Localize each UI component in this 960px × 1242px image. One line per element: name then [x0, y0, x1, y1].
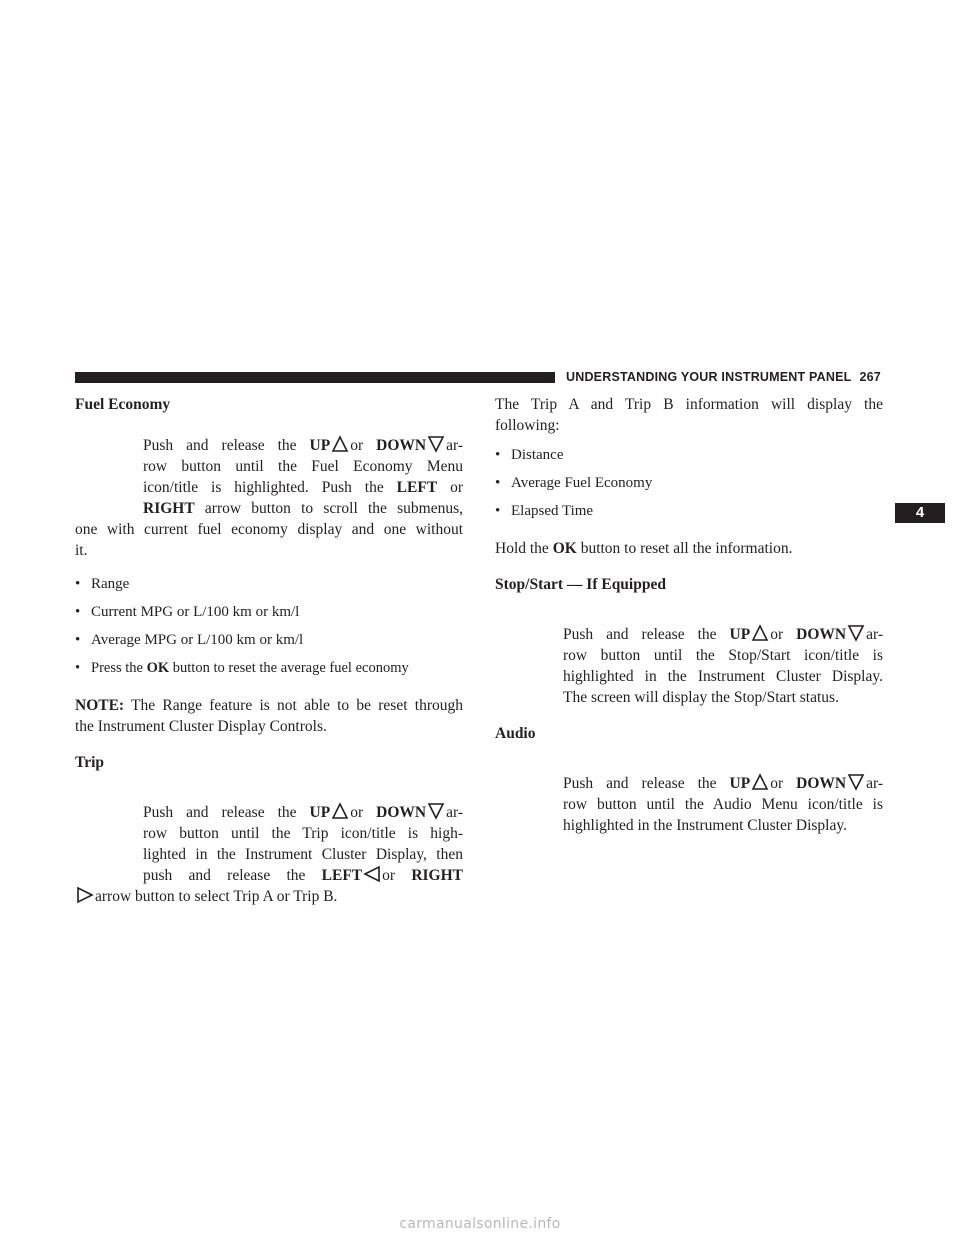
list-item: • Range [75, 576, 130, 592]
running-header [566, 370, 881, 384]
down-arrow-icon [427, 435, 445, 453]
list-item: • Elapsed Time [495, 503, 594, 519]
list-item: • Distance [495, 447, 564, 463]
note-paragraph: NOTE: The Range feature is not able to be reset through [75, 697, 463, 714]
down-arrow-icon [847, 773, 865, 791]
fuel-economy-heading: Fuel Economy [75, 396, 171, 413]
header-rule [75, 372, 555, 383]
section-title: UNDERSTANDING YOUR INSTRUMENT PANEL [566, 370, 852, 384]
up-arrow-icon [331, 435, 349, 453]
list-item: • Press the OK button to reset the average fuel economy [75, 660, 409, 676]
up-arrow-icon [331, 802, 349, 820]
trip-info-list [495, 445, 883, 522]
list-item: • Average Fuel Economy [495, 475, 653, 491]
fuel-economy-instructions: Push and release the UP or DOWN ar- row button until the Fuel Economy Menu icon/title is highlighted. Push the LEFT or RIGHT arrow button to scroll the submenus, [143, 437, 464, 517]
watermark: carmanualsonline.info [399, 1216, 561, 1232]
trip-instructions: Push and release the UP or DOWN ar- row button until the Trip icon/title is high- lighted in the Instrument Cluster Display, then push and release the LEFT or RIGHT [143, 804, 464, 884]
page-number: 267 [859, 370, 881, 384]
down-arrow-icon [847, 624, 865, 642]
reset-info-line: Hold the OK button to reset all the information. [495, 540, 793, 557]
stop-start-instructions: Push and release the UP or DOWN ar- row button until the Stop/Start icon/title is highlighted in the Instrument Cluster Display. The screen will display the Stop/Start status. [563, 626, 883, 706]
audio-heading: Audio [495, 725, 536, 742]
fuel-economy-list [75, 574, 463, 679]
left-column: Fuel Economy Push and release the UP or DOWN ar- row button until the Fuel Economy Menu icon/title is highlighted. Push the LEFT or RIGHT arrow button to scroll the submenus, one with current fuel economy display and one without it. • Range • Current MPG or L/100 km or km/l • Average MPG or L/100 km or km/l • Press the OK button to reset the average fuel economy NOTE: The Range feature is not able to be reset through the Instrument Cluster Display Controls. Trip Push and release the UP or DOWN ar- row button until the Trip icon/title is high- lighted in the Instrument Cluster Display, then push and release the LEFT or RIGHT arrow button to select Trip A or Trip B. [75, 396, 464, 905]
right-arrow-icon [76, 886, 94, 904]
trip-heading: Trip [75, 754, 104, 771]
list-item: • Current MPG or L/100 km or km/l [75, 604, 300, 620]
down-arrow-icon [427, 802, 445, 820]
left-arrow-icon [363, 865, 381, 883]
chapter-tab: 4 [895, 503, 945, 523]
list-item: • Average MPG or L/100 km or km/l [75, 632, 304, 648]
up-arrow-icon [751, 773, 769, 791]
note-label: NOTE: [75, 697, 125, 714]
audio-instructions: Push and release the UP or DOWN ar- row button until the Audio Menu icon/title is highlighted in the Instrument Cluster Display. [563, 775, 883, 834]
right-column: The Trip A and Trip B information will display the following: • Distance • Average Fuel Economy • Elapsed Time Hold the OK button to reset all the information. Stop/Start — If Equipped Push and release the UP or DOWN ar- row button until the Stop/Start icon/title is highlighted in the Instrument Cluster Display. The screen will display the Stop/Start status. Audio Push and release the UP or DOWN ar- row button until the Audio Menu icon/title is highlighted in the Instrument Cluster Display. [495, 396, 883, 834]
stop-start-heading: Stop/Start — If Equipped [495, 576, 666, 593]
up-arrow-icon [751, 624, 769, 642]
